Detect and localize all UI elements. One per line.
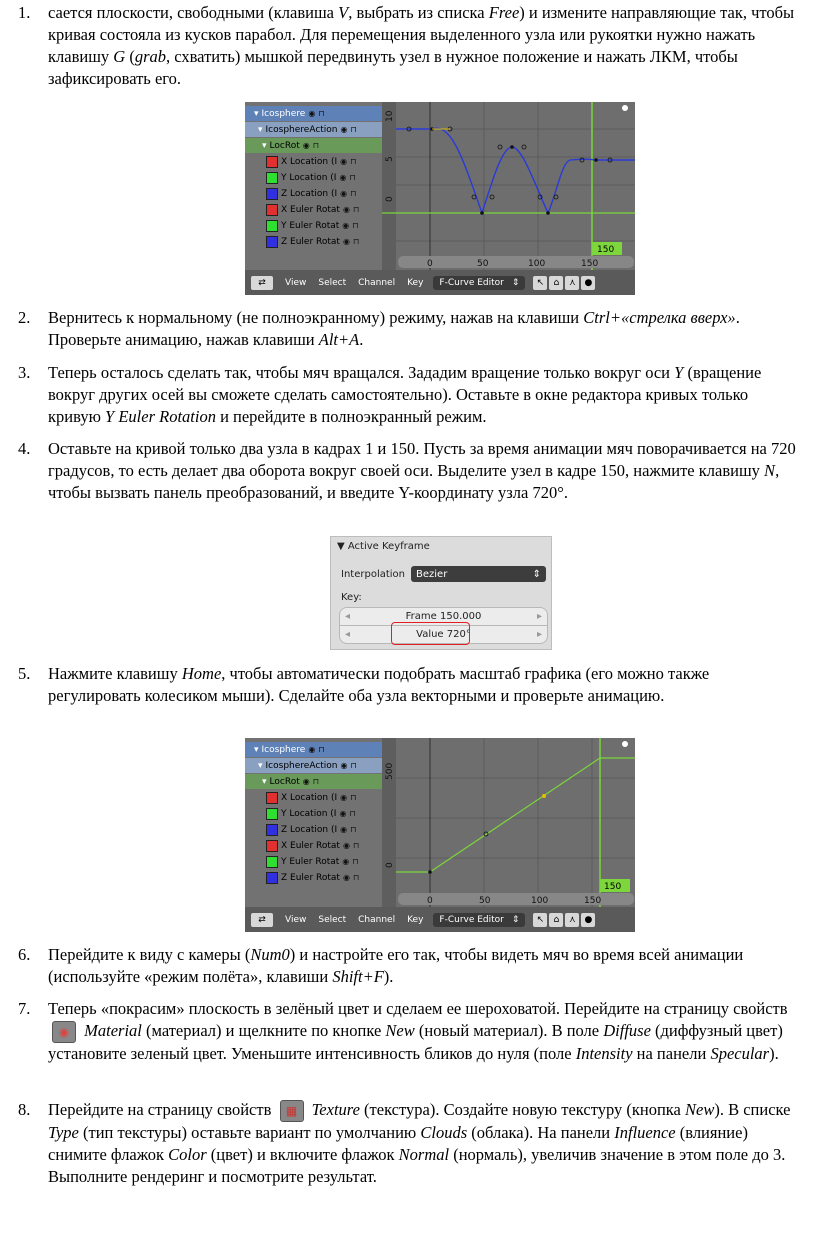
mode-select[interactable]: F-Curve Editor ⇕ xyxy=(433,276,525,290)
channel-label: LocRot xyxy=(269,776,300,787)
channel-row[interactable] xyxy=(245,186,382,201)
svg-text:0: 0 xyxy=(427,896,433,906)
expand-icon[interactable]: ▾ xyxy=(258,760,263,771)
graph-area[interactable] xyxy=(382,738,635,907)
list-item-5 xyxy=(18,663,798,707)
lock-icon[interactable]: ⊓ xyxy=(349,809,356,818)
channel-row[interactable] xyxy=(245,218,382,233)
channel-row[interactable] xyxy=(245,854,382,869)
visibility-icon[interactable]: ◉ xyxy=(340,825,348,834)
channel-label: X Location (I xyxy=(281,156,338,167)
visibility-icon[interactable]: ◉ xyxy=(342,857,350,866)
item-number: 8. xyxy=(18,1100,31,1119)
channel-row[interactable] xyxy=(245,870,382,885)
channel-label: IcosphereAction xyxy=(265,124,338,135)
channel-row[interactable] xyxy=(245,106,382,121)
channel-row[interactable] xyxy=(245,202,382,217)
channel-row[interactable] xyxy=(245,170,382,185)
menu-select[interactable]: Select xyxy=(318,914,347,925)
channel-label: Y Euler Rotat xyxy=(281,220,340,231)
channel-row[interactable] xyxy=(245,138,382,153)
visibility-icon[interactable]: ◉ xyxy=(340,793,348,802)
visibility-icon[interactable]: ◉ xyxy=(339,809,347,818)
color-icon[interactable]: ● xyxy=(581,913,595,927)
channel-label: IcosphereAction xyxy=(265,760,338,771)
channel-label: Y Euler Rotat xyxy=(281,856,340,867)
item-text: Перейдите к виду с камеры (Num0) и настройте его так, чтобы видеть мяч во время всей анимации (используйте «режим полёта», клавиши Shift+F). xyxy=(48,945,744,986)
lock-icon[interactable]: ⌂ xyxy=(549,913,563,927)
svg-text:10: 10 xyxy=(385,110,395,122)
list-item-3 xyxy=(18,362,798,428)
menu-key[interactable]: Key xyxy=(407,277,424,288)
channel-row[interactable] xyxy=(245,758,382,773)
lock-icon[interactable]: ⊓ xyxy=(349,173,356,182)
svg-text:500: 500 xyxy=(385,762,395,780)
material-icon: ◉ xyxy=(52,1021,76,1043)
svg-text:100: 100 xyxy=(528,259,546,269)
channel-color-swatch[interactable] xyxy=(266,204,278,216)
lock-icon[interactable]: ⊓ xyxy=(312,141,319,150)
fcurve-editor-2 xyxy=(245,738,635,932)
channel-label: X Euler Rotat xyxy=(281,204,340,215)
item-number: 5. xyxy=(18,664,31,683)
visibility-icon[interactable]: ◉ xyxy=(342,237,350,246)
channel-label: Y Location (I xyxy=(281,172,337,183)
interpolation-label: Interpolation xyxy=(341,569,405,580)
visibility-icon[interactable]: ◉ xyxy=(340,157,348,166)
item-text: Вернитесь к нормальному (не полноэкранному) режиму, нажав на клавиши Ctrl+«стрелка вверх». Проверьте анимацию, нажав клавиши Alt+A. xyxy=(48,308,740,349)
expand-icon[interactable]: ▾ xyxy=(258,124,263,135)
fcurve-editor-1 xyxy=(245,102,635,295)
list-item-6 xyxy=(18,944,798,988)
item-text: Теперь «покрасим» плоскость в зелёный цвет и сделаем ее шероховатой. Перейдите на страницу свойств ◉ Material (материал) и щелкните по кнопке New (новый материал). В поле Diffuse (диффузный цвет) установите зеленый цвет. Уменьшите интенсивность бликов до нуля (поле Intensity на панели Specular). xyxy=(48,999,788,1064)
svg-text:0: 0 xyxy=(385,862,395,868)
cursor-icon[interactable]: ↖ xyxy=(533,913,547,927)
visibility-icon[interactable]: ◉ xyxy=(302,777,310,786)
item-number: 2. xyxy=(18,308,31,327)
menu-channel[interactable]: Channel xyxy=(358,277,396,288)
item-number: 3. xyxy=(18,363,31,382)
visibility-icon[interactable]: ◉ xyxy=(342,873,350,882)
lock-icon[interactable]: ⊓ xyxy=(352,221,359,230)
menu-channel[interactable]: Channel xyxy=(358,914,396,925)
channel-color-swatch[interactable] xyxy=(266,824,278,836)
arrow-left-icon[interactable]: ◂ xyxy=(345,629,351,640)
channel-color-swatch[interactable] xyxy=(266,792,278,804)
item-text: Теперь осталось сделать так, чтобы мяч вращался. Зададим вращение только вокруг оси Y (вращение вокруг других осей вы сможете сделать самостоятельно). Оставьте в окне редактора кривых только кривую Y Euler Rotation и перейдите в полноэкранный режим. xyxy=(48,363,762,426)
channel-row[interactable] xyxy=(245,234,382,249)
svg-text:100: 100 xyxy=(531,896,549,906)
list-item-8 xyxy=(18,1099,798,1188)
channel-color-swatch[interactable] xyxy=(266,856,278,868)
menu-key[interactable]: Key xyxy=(407,914,424,925)
value-field[interactable]: ◂ Value 720° ▸ xyxy=(339,625,548,644)
svg-text:50: 50 xyxy=(477,259,489,269)
item-text: Перейдите на страницу свойств ▦ Texture (текстура). Создайте новую текстуру (кнопка New). В списке Type (тип текстуры) оставьте вариант по умолчанию Clouds (облака). На панели Influence (влияние) снимите флажок Color (цвет) и включите флажок Normal (нормаль), увеличив значение в этом поле до 3. Выполните рендеринг и посмотрите результат. xyxy=(48,1100,791,1187)
panel-title[interactable]: ▼ Active Keyframe xyxy=(337,541,430,552)
visibility-icon[interactable]: ◉ xyxy=(342,205,350,214)
channel-row[interactable] xyxy=(245,774,382,789)
channel-color-swatch[interactable] xyxy=(266,840,278,852)
arrow-left-icon[interactable]: ◂ xyxy=(345,611,351,622)
dropdown-icon: ⇕ xyxy=(511,277,520,288)
svg-text:150: 150 xyxy=(604,882,622,892)
editor-type-icon[interactable]: ⇄ xyxy=(251,276,273,290)
menu-view[interactable]: View xyxy=(285,914,307,925)
list-item-4 xyxy=(18,438,798,504)
lock-icon[interactable]: ⊓ xyxy=(350,825,357,834)
visibility-icon[interactable]: ◉ xyxy=(342,221,350,230)
arrow-right-icon[interactable]: ▸ xyxy=(536,629,542,640)
mode-select[interactable]: F-Curve Editor ⇕ xyxy=(433,913,525,927)
svg-text:150: 150 xyxy=(597,245,615,255)
axis-icon[interactable]: ⋏ xyxy=(565,276,579,290)
visibility-icon[interactable]: ◉ xyxy=(308,109,316,118)
channel-label: X Location (I xyxy=(281,792,338,803)
lock-icon[interactable]: ⊓ xyxy=(352,857,359,866)
channel-color-swatch[interactable] xyxy=(266,220,278,232)
visibility-icon[interactable]: ◉ xyxy=(339,173,347,182)
channel-label: Icosphere xyxy=(261,108,306,119)
lock-icon[interactable]: ⊓ xyxy=(350,157,357,166)
lock-icon[interactable]: ⊓ xyxy=(350,793,357,802)
lock-icon[interactable]: ⊓ xyxy=(318,745,325,754)
lock-icon[interactable]: ⊓ xyxy=(352,237,360,246)
channel-color-swatch[interactable] xyxy=(266,188,278,200)
arrow-right-icon[interactable]: ▸ xyxy=(536,611,542,622)
expand-icon[interactable]: ▾ xyxy=(254,108,259,119)
item-number: 7. xyxy=(18,999,31,1018)
channel-label: X Euler Rotat xyxy=(281,840,340,851)
svg-text:0: 0 xyxy=(385,196,395,202)
channel-row[interactable] xyxy=(245,790,382,805)
channel-row[interactable] xyxy=(245,154,382,169)
key-label: Key: xyxy=(341,592,362,603)
visibility-icon[interactable]: ◉ xyxy=(340,125,348,134)
expand-icon[interactable]: ▾ xyxy=(262,140,267,151)
editor-header xyxy=(245,270,635,295)
lock-icon[interactable]: ⊓ xyxy=(350,761,357,770)
graph-svg xyxy=(382,102,635,270)
visibility-icon[interactable]: ◉ xyxy=(340,189,348,198)
channel-row[interactable] xyxy=(245,806,382,821)
channel-list xyxy=(245,738,382,907)
visibility-icon[interactable]: ◉ xyxy=(340,761,348,770)
svg-text:50: 50 xyxy=(479,896,491,906)
axis-icon[interactable]: ⋏ xyxy=(565,913,579,927)
texture-icon: ▦ xyxy=(280,1100,304,1122)
frame-field[interactable]: ◂ Frame 150.000 ▸ xyxy=(339,607,548,626)
svg-text:0: 0 xyxy=(427,259,433,269)
visibility-icon[interactable]: ◉ xyxy=(302,141,310,150)
lock-icon[interactable]: ⊓ xyxy=(318,109,325,118)
editor-type-icon[interactable]: ⇄ xyxy=(251,913,273,927)
channel-label: Z Euler Rotat xyxy=(281,236,340,247)
dropdown-icon: ⇕ xyxy=(511,914,520,925)
channel-color-swatch[interactable] xyxy=(266,872,278,884)
channel-color-swatch[interactable] xyxy=(266,236,278,248)
item-text: Оставьте на кривой только два узла в кадрах 1 и 150. Пусть за время анимации мяч поворачивается на 720 градусов, то есть делает два оборота вокруг своей оси. Выделите узел в кадре 150, нажмите клавишу N, чтобы вызвать панель преобразований, и введите Y-координату узла 720°. xyxy=(48,439,796,502)
list-item-7 xyxy=(18,998,798,1065)
menu-select[interactable]: Select xyxy=(318,277,347,288)
color-icon[interactable]: ● xyxy=(581,276,595,290)
lock-icon[interactable]: ⊓ xyxy=(350,189,357,198)
item-number: 4. xyxy=(18,439,31,458)
channel-color-swatch[interactable] xyxy=(266,156,278,168)
channel-row[interactable] xyxy=(245,822,382,837)
lock-icon[interactable]: ⌂ xyxy=(549,276,563,290)
lock-icon[interactable]: ⊓ xyxy=(352,205,360,214)
lock-icon[interactable]: ⊓ xyxy=(312,777,319,786)
channel-row[interactable] xyxy=(245,838,382,853)
lock-icon[interactable]: ⊓ xyxy=(350,125,357,134)
expand-icon[interactable]: ▾ xyxy=(262,776,267,787)
expand-icon[interactable]: ▾ xyxy=(254,744,259,755)
graph-svg xyxy=(382,738,635,907)
svg-text:5: 5 xyxy=(385,156,395,162)
channel-color-swatch[interactable] xyxy=(266,172,278,184)
channel-label: Z Euler Rotat xyxy=(281,872,340,883)
svg-text:150: 150 xyxy=(584,896,602,906)
dropdown-icon: ⇕ xyxy=(532,568,541,580)
channel-label: Z Location (I xyxy=(281,824,338,835)
channel-label: Z Location (I xyxy=(281,188,338,199)
channel-row[interactable] xyxy=(245,122,382,137)
channel-row[interactable] xyxy=(245,742,382,757)
highlight-box xyxy=(391,622,470,645)
editor-header xyxy=(245,907,635,932)
svg-text:150: 150 xyxy=(581,259,599,269)
lock-icon[interactable]: ⊓ xyxy=(352,841,360,850)
item-text: сается плоскости, свободными (клавиша V, выбрать из списка Free) и измените направляющие так, чтобы кривая состояла из кусков парабол. Для перемещения выделенного узла или рукоятки нужно нажать клавишу G (grab, схватить) мышкой передвинуть узел в нужное положение и нажать ЛКМ, чтобы зафиксировать его. xyxy=(48,3,795,88)
visibility-icon[interactable]: ◉ xyxy=(342,841,350,850)
cursor-icon[interactable]: ↖ xyxy=(533,276,547,290)
channel-color-swatch[interactable] xyxy=(266,808,278,820)
lock-icon[interactable]: ⊓ xyxy=(352,873,360,882)
menu-view[interactable]: View xyxy=(285,277,307,288)
item-number: 6. xyxy=(18,945,31,964)
graph-area[interactable] xyxy=(382,102,635,270)
item-text: Нажмите клавишу Home, чтобы автоматически подобрать масштаб графика (его можно также регулировать колесиком мыши). Сделайте оба узла векторными и проверьте анимацию. xyxy=(48,664,710,705)
channel-label: Icosphere xyxy=(261,744,306,755)
list-item-2 xyxy=(18,307,798,351)
visibility-icon[interactable]: ◉ xyxy=(308,745,316,754)
interpolation-select[interactable]: Bezier ⇕ xyxy=(411,566,546,582)
active-keyframe-panel xyxy=(330,536,552,650)
channel-list xyxy=(245,102,382,270)
channel-label: Y Location (I xyxy=(281,808,337,819)
channel-label: LocRot xyxy=(269,140,300,151)
item-number: 1. xyxy=(18,3,31,22)
list-item-1 xyxy=(18,2,798,90)
